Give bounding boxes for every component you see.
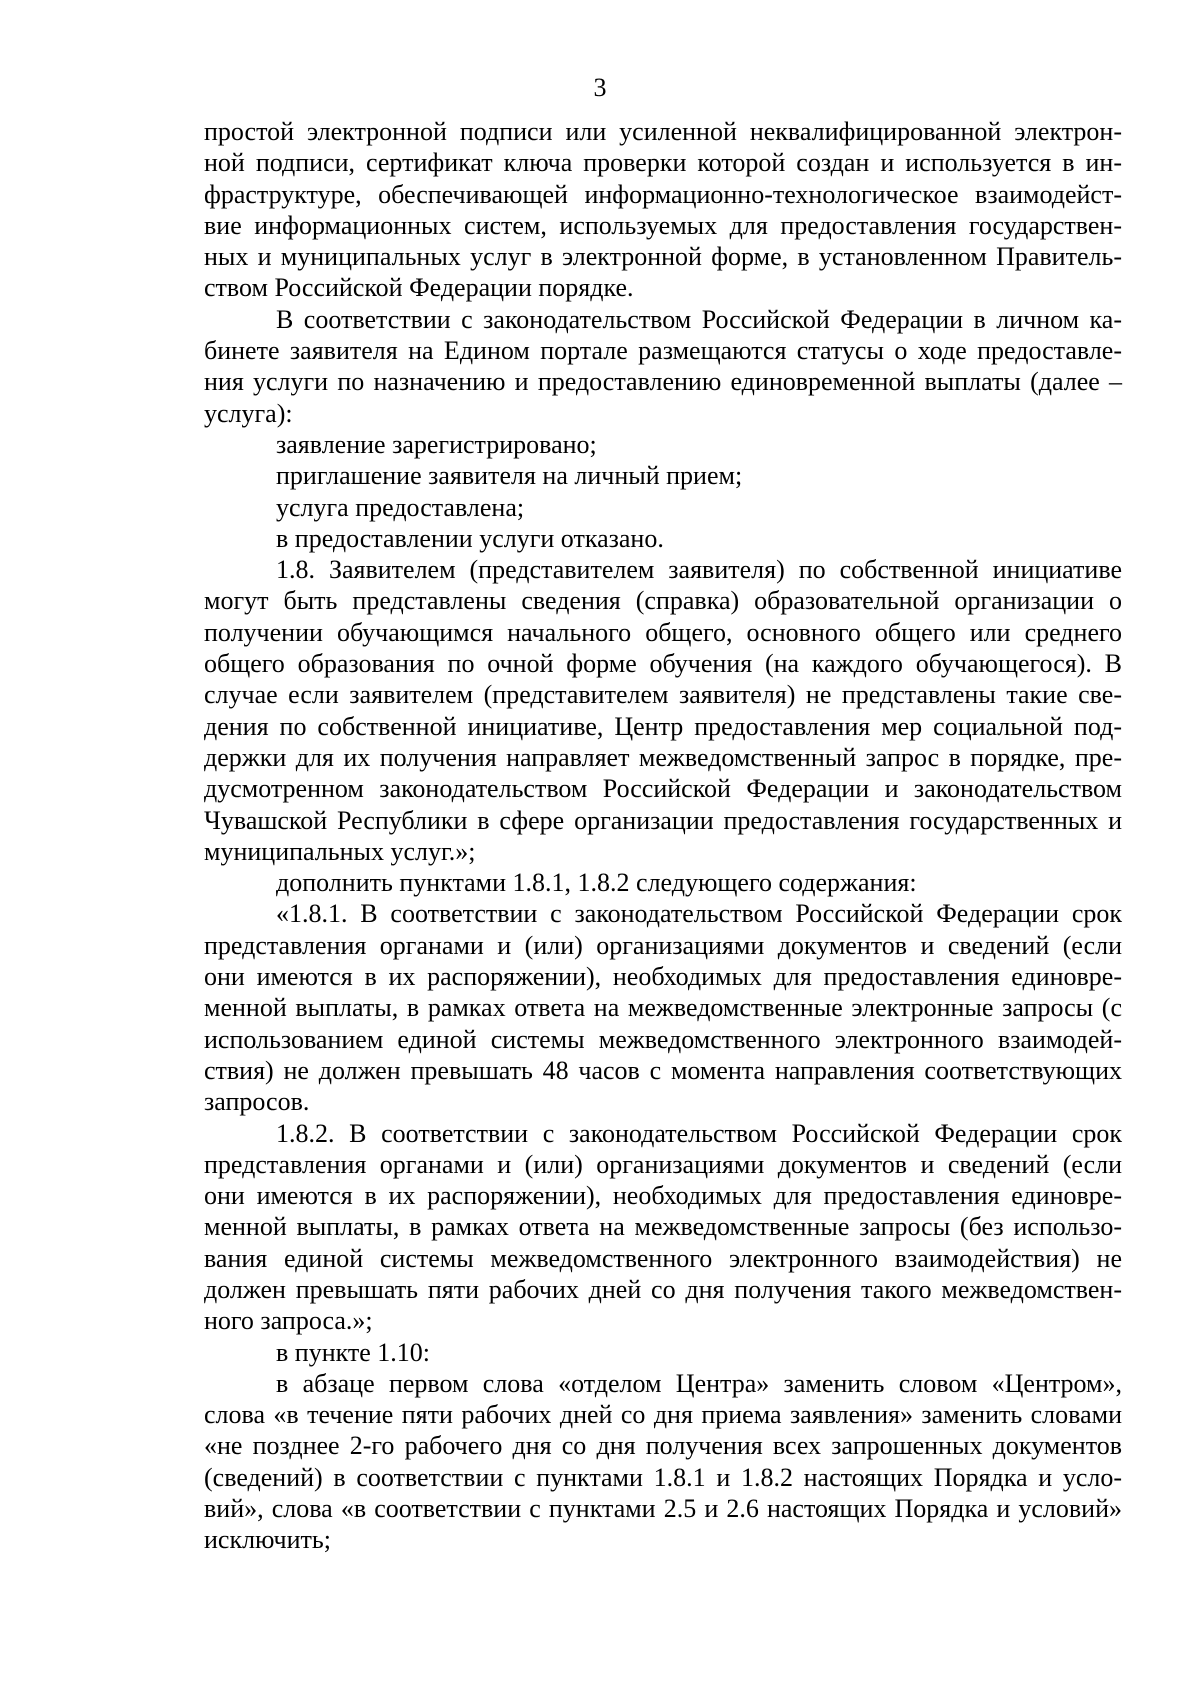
text-line: «не позднее 2-го рабочего дня со дня получения всех запрошенных документов bbox=[204, 1431, 1122, 1461]
text-line: в абзаце первом слова «отделом Центра» заменить словом «Центром», bbox=[276, 1368, 1122, 1398]
text-line: Чувашской Республики в сфере организации предоставления государственных и bbox=[204, 805, 1122, 835]
text-line: вий», слова «в соответствии с пунктами 2.5 и 2.6 настоящих Порядка и условий» bbox=[204, 1494, 1122, 1524]
text-line: исключить; bbox=[204, 1525, 331, 1555]
text-line: (сведений) в соответствии с пунктами 1.8.1 и 1.8.2 настоящих Порядка и усло- bbox=[204, 1462, 1122, 1492]
text-line: муниципальных услуг.»; bbox=[204, 836, 476, 866]
text-line: вания единой системы межведомственного электронного взаимодействия) не bbox=[204, 1243, 1122, 1273]
text-line: ных и муниципальных услуг в электронной форме, в установленном Правитель- bbox=[204, 242, 1122, 272]
text-line: должен превышать пяти рабочих дней со дня получения такого межведомствен- bbox=[204, 1274, 1122, 1304]
text-line: дополнить пунктами 1.8.1, 1.8.2 следующего содержания: bbox=[276, 868, 917, 898]
text-line: приглашение заявителя на личный прием; bbox=[276, 461, 743, 491]
text-line: дения по собственной инициативе, Центр предоставления мер социальной под- bbox=[204, 711, 1122, 741]
text-line: услуга предоставлена; bbox=[276, 492, 525, 522]
document-body bbox=[204, 116, 1122, 1556]
text-line: держки для их получения направляет межведомственный запрос в порядке, пре- bbox=[204, 742, 1122, 772]
text-line: представления органами и (или) организациями документов и сведений (если bbox=[204, 1149, 1122, 1179]
text-line: запросов. bbox=[204, 1087, 310, 1117]
text-line: представления органами и (или) организациями документов и сведений (если bbox=[204, 930, 1122, 960]
text-line: ствия) не должен превышать 48 часов с момента направления соответствующих bbox=[204, 1055, 1122, 1085]
text-line: они имеются в их распоряжении), необходимых для предоставления единовре- bbox=[204, 962, 1122, 992]
text-line: в предоставлении услуги отказано. bbox=[276, 523, 664, 553]
text-line: менной выплаты, в рамках ответа на межведомственные запросы (без использо- bbox=[204, 1212, 1122, 1242]
text-line: получении обучающимся начального общего, основного общего или среднего bbox=[204, 617, 1122, 647]
text-line: общего образования по очной форме обучения (на каждого обучающегося). В bbox=[204, 649, 1122, 679]
text-line: «1.8.1. В соответствии с законодательством Российской Федерации срок bbox=[276, 899, 1122, 929]
text-line: случае если заявителем (представителем заявителя) не представлены такие све- bbox=[204, 680, 1122, 710]
text-line: ством Российской Федерации порядке. bbox=[204, 273, 634, 303]
text-line: 1.8. Заявителем (представителем заявителя) по собственной инициативе bbox=[276, 555, 1122, 585]
text-line: простой электронной подписи или усиленной неквалифицированной электрон- bbox=[204, 117, 1122, 146]
text-line: дусмотренном законодательством Российской Федерации и законодательством bbox=[204, 774, 1122, 804]
text-line: 1.8.2. В соответствии с законодательством Российской Федерации срок bbox=[276, 1118, 1122, 1148]
text-line: вие информационных систем, используемых для предоставления государствен- bbox=[204, 210, 1122, 240]
text-line: менной выплаты, в рамках ответа на межведомственные электронные запросы (с bbox=[204, 993, 1122, 1023]
text-line: в пункте 1.10: bbox=[276, 1337, 431, 1367]
text-line: фраструктуре, обеспечивающей информационно-технологическое взаимодейст- bbox=[204, 179, 1122, 209]
text-line: бинете заявителя на Едином портале размещаются статусы о ходе предоставле- bbox=[204, 336, 1122, 366]
text-line: ного запроса.»; bbox=[204, 1306, 373, 1336]
text-line: слова «в течение пяти рабочих дней со дня приема заявления» заменить словами bbox=[204, 1400, 1122, 1430]
text-line: ния услуги по назначению и предоставлению единовременной выплаты (далее – bbox=[204, 367, 1122, 397]
text-line: услуга): bbox=[204, 398, 293, 428]
page-number: 3 bbox=[593, 73, 607, 102]
text-line: могут быть представлены сведения (справка) образовательной организации о bbox=[204, 586, 1122, 616]
text-line: использованием единой системы межведомственного электронного взаимодей- bbox=[204, 1024, 1122, 1054]
text-line: заявление зарегистрировано; bbox=[276, 429, 597, 459]
text-line: они имеются в их распоряжении), необходимых для предоставления единовре- bbox=[204, 1181, 1122, 1211]
text-line: ной подписи, сертификат ключа проверки которой создан и используется в ин- bbox=[204, 148, 1122, 178]
text-line: В соответствии с законодательством Российской Федерации в личном ка- bbox=[276, 304, 1122, 334]
